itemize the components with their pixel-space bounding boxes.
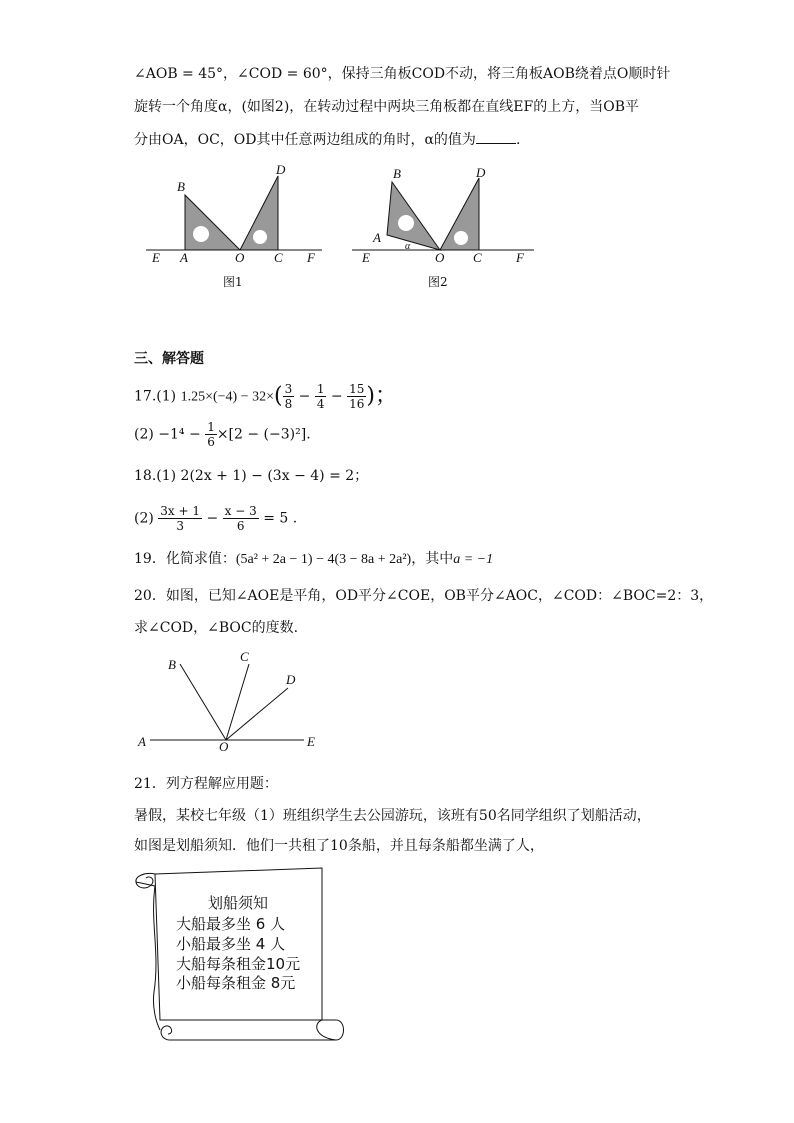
q19-text: 19．化简求值： <box>134 551 236 567</box>
fig1-hole-1 <box>193 226 209 242</box>
fig2-hole-2 <box>454 231 468 245</box>
q18-minus: − <box>206 510 219 527</box>
fig2-label-o: O <box>435 250 445 265</box>
q18-part-1 <box>134 466 368 486</box>
fig1-triangle-aob <box>185 195 240 250</box>
scroll-item-2: 小船最多坐 4 人 <box>176 935 286 953</box>
fig2-label-e: E <box>362 250 370 265</box>
q17-number: 17. <box>134 388 157 405</box>
figure-1 <box>146 162 322 289</box>
fig1-label-a: A <box>180 250 188 265</box>
q19-cond: a = −1 <box>453 552 494 567</box>
scroll-left-edge <box>153 886 160 1030</box>
fig2-label-b: B <box>393 166 401 181</box>
q18-p2-label: (2) <box>134 510 154 527</box>
q18-fraction-1 <box>158 504 202 533</box>
figure-2 <box>352 165 534 289</box>
q17-p2-den: 6 <box>207 435 215 449</box>
fig1-label-o: O <box>235 250 245 265</box>
q17-f3-den: 16 <box>349 397 365 411</box>
fig2-label-alpha: α <box>405 241 411 252</box>
q17-p2-expr-a: −1⁴ − <box>158 426 201 443</box>
q20-label-b: B <box>168 657 176 672</box>
q21-line-2: 暑假，某校七年级（1）班组织学生去公园游玩，该班有50名同学组织了划船活动， <box>134 808 651 824</box>
q18-p2-end: = 5 . <box>263 510 298 527</box>
intro-line-3-text: 分由OA，OC，OD其中任意两边组成的角时，α的值为 <box>134 132 476 148</box>
q19-expr: (5a² + 2a − 1) − 4(3 − 8a + 2a²) <box>235 552 412 567</box>
fig2-hole-1 <box>398 215 414 231</box>
q17-p1-expr: 1.25×(−4) − 32× <box>180 389 274 405</box>
q21-line-1: 21．列方程解应用题： <box>134 776 278 792</box>
q17-fraction-3 <box>347 382 366 411</box>
q18-f1-den: 3 <box>176 519 184 533</box>
q18-fraction-2 <box>223 504 259 533</box>
scroll-figure <box>0 862 794 1052</box>
q20-ray-oc <box>226 664 249 740</box>
fig2-caption: 图2 <box>428 275 448 289</box>
q20-label-c: C <box>240 649 249 664</box>
q20-label-o: O <box>219 739 229 754</box>
q17-p2-num: 1 <box>207 420 215 434</box>
answer-blank <box>476 131 516 144</box>
scroll-bottom-roll <box>160 1020 344 1040</box>
fig1-label-d: D <box>276 162 286 177</box>
q19-tail: ，其中 <box>411 551 454 567</box>
intro-line-3-end: . <box>515 132 521 148</box>
fig1-label-f: F <box>307 250 315 265</box>
q20-figure <box>0 648 794 758</box>
figures-1-2 <box>0 150 794 450</box>
fig2-label-d: D <box>476 165 486 180</box>
fig1-label-b: B <box>177 179 185 194</box>
fig1-label-e: E <box>152 250 160 265</box>
q18-f1-num: 3x + 1 <box>160 504 201 518</box>
fig2-triangle-aob <box>387 182 440 250</box>
q18-p1: (1) 2(2x + 1) − (3x − 4) = 2； <box>156 468 369 484</box>
fig1-hole-2 <box>253 230 267 244</box>
q17-f2-num: 1 <box>316 382 325 396</box>
q18-number: 18. <box>134 468 157 484</box>
q20-label-a: A <box>138 734 146 749</box>
scroll-item-4: 小船每条租金 8元 <box>176 974 296 992</box>
scroll-item-3: 大船每条租金10元 <box>176 955 301 973</box>
q17-f1-den: 8 <box>284 397 293 411</box>
q18-f2-den: 6 <box>236 519 245 533</box>
scroll-bottom-curl <box>317 1020 336 1040</box>
intro-line-2: 旋转一个角度α，(如图2)，在转动过程中两块三角板都在直线EF的上方，当OB平 <box>134 99 639 115</box>
q17-part-1: 17.(1) 1.25×(−4) − 32×( $\frac{3}{8}$ − $\frac{1}{4}$ − $\frac{15}{16}$ )； <box>134 382 397 411</box>
q17-p1-label: (1) <box>156 388 177 405</box>
fig2-label-f: F <box>516 250 524 265</box>
scroll-item-1: 大船最多坐 6 人 <box>176 915 286 933</box>
q17-f2-den: 4 <box>316 397 325 411</box>
q17-p2-expr-b: ×[2 − (−3)²]. <box>216 426 311 443</box>
fig2-label-a: A <box>373 230 381 245</box>
q21-line-3: 如图是划船须知．他们一共租了10条船，并且每条船都坐满了人， <box>134 838 544 854</box>
intro-line-1: ∠AOB = 45°，∠COD = 60°，保持三角板COD不动，将三角板AOB绕着点O顺时针 <box>134 66 671 82</box>
q20-label-e: E <box>307 734 315 749</box>
q17-fraction-2 <box>315 382 327 411</box>
q18-f2-num: x − 3 <box>224 504 257 518</box>
q17-part-2 <box>134 420 311 449</box>
q20-label-d: D <box>286 672 296 687</box>
q18-part-2 <box>134 504 297 533</box>
q20-line-2: 求∠COD，∠BOC的度数. <box>134 620 299 636</box>
q17-f1-num: 3 <box>284 382 293 396</box>
q17-f3-num: 15 <box>349 382 365 396</box>
q20-line-1: 20．如图，已知∠AOE是平角，OD平分∠COE，OB平分∠AOC，∠COD：∠BOC=2：3， <box>134 588 714 604</box>
q19 <box>134 549 493 570</box>
fig1-label-c: C <box>274 250 283 265</box>
section-title: 三、解答题 <box>134 351 204 367</box>
fig2-label-c: C <box>473 250 482 265</box>
q17-p1-end: )； <box>366 383 397 409</box>
q20-ray-ob <box>180 664 226 740</box>
scroll-title: 划船须知 <box>208 894 269 912</box>
q17-p2-label: (2) <box>134 426 154 443</box>
intro-line-3 <box>134 130 520 150</box>
fig1-caption: 图1 <box>223 275 243 289</box>
q17-fraction-1 <box>283 382 295 411</box>
q17-p2-fraction <box>205 420 217 449</box>
q20-ray-od <box>226 688 288 740</box>
